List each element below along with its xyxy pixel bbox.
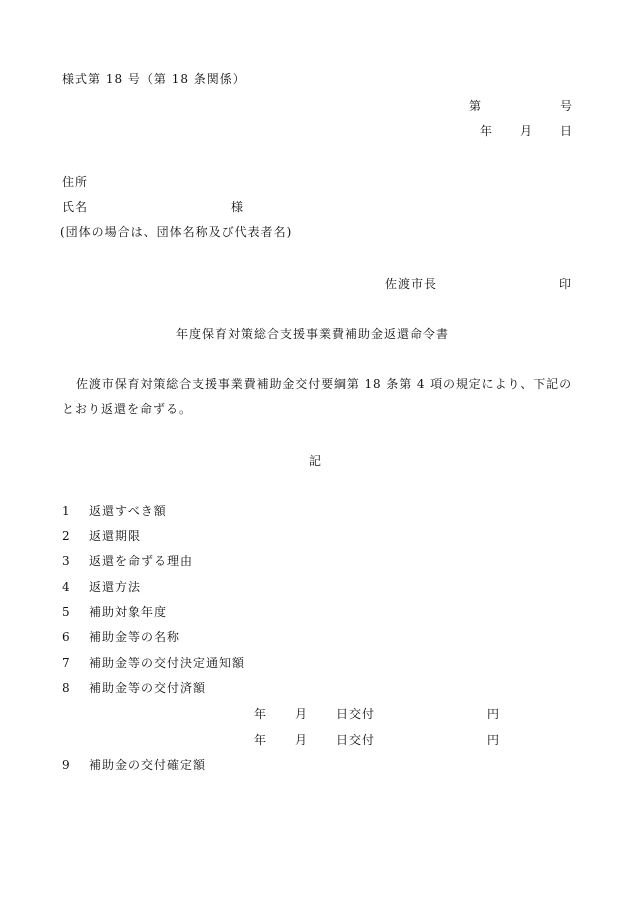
seal-mark: 印 bbox=[559, 277, 572, 291]
item-label: 補助対象年度 bbox=[89, 605, 168, 619]
item-number: 9 bbox=[62, 758, 70, 772]
form-number: 様式第 18 号（第 18 条関係） bbox=[62, 72, 246, 86]
item-number: 1 bbox=[62, 504, 70, 518]
payment-row-yen: 円 bbox=[487, 707, 500, 721]
item-number: 5 bbox=[62, 605, 70, 619]
honorific: 様 bbox=[231, 200, 244, 214]
payment-row-month: 月 bbox=[295, 733, 308, 747]
item-label: 返還を命ずる理由 bbox=[89, 554, 194, 568]
payment-row-month: 月 bbox=[295, 707, 308, 721]
payment-row-year: 年 bbox=[254, 707, 267, 721]
item-number: 3 bbox=[62, 554, 70, 568]
item-number: 6 bbox=[62, 630, 70, 644]
document-number-suffix: 号 bbox=[560, 99, 573, 113]
item-number: 4 bbox=[62, 580, 70, 594]
item-label: 補助金の交付確定額 bbox=[89, 758, 207, 772]
date-month: 月 bbox=[520, 124, 533, 138]
payment-row-year: 年 bbox=[254, 733, 267, 747]
payment-row-day-paid: 日交付 bbox=[336, 707, 376, 721]
address-label: 住所 bbox=[62, 175, 89, 189]
item-number: 2 bbox=[62, 529, 70, 543]
issuer-title: 佐渡市長 bbox=[385, 277, 438, 291]
date-year: 年 bbox=[480, 124, 493, 138]
item-label: 補助金等の交付決定通知額 bbox=[89, 656, 246, 670]
payment-row-day-paid: 日交付 bbox=[336, 733, 376, 747]
document-title: 年度保育対策総合支援事業費補助金返還命令書 bbox=[176, 327, 450, 341]
item-label: 返還すべき額 bbox=[89, 504, 167, 518]
document-number-prefix: 第 bbox=[469, 99, 482, 113]
ki-heading: 記 bbox=[309, 454, 322, 468]
item-number: 8 bbox=[62, 681, 70, 695]
name-label: 氏名 bbox=[62, 200, 89, 214]
body-line-2: とおり返還を命ずる。 bbox=[62, 402, 193, 416]
item-number: 7 bbox=[62, 656, 70, 670]
organization-note: (団体の場合は、団体名称及び代表者名) bbox=[60, 225, 293, 239]
item-label: 返還方法 bbox=[89, 580, 142, 594]
body-line-1: 佐渡市保育対策総合支援事業費補助金交付要綱第 18 条第 4 項の規定により、下記の bbox=[76, 377, 572, 391]
item-label: 補助金等の交付済額 bbox=[89, 681, 207, 695]
item-label: 補助金等の名称 bbox=[89, 630, 181, 644]
payment-row-yen: 円 bbox=[487, 733, 500, 747]
date-day: 日 bbox=[560, 124, 573, 138]
item-label: 返還期限 bbox=[89, 529, 142, 543]
